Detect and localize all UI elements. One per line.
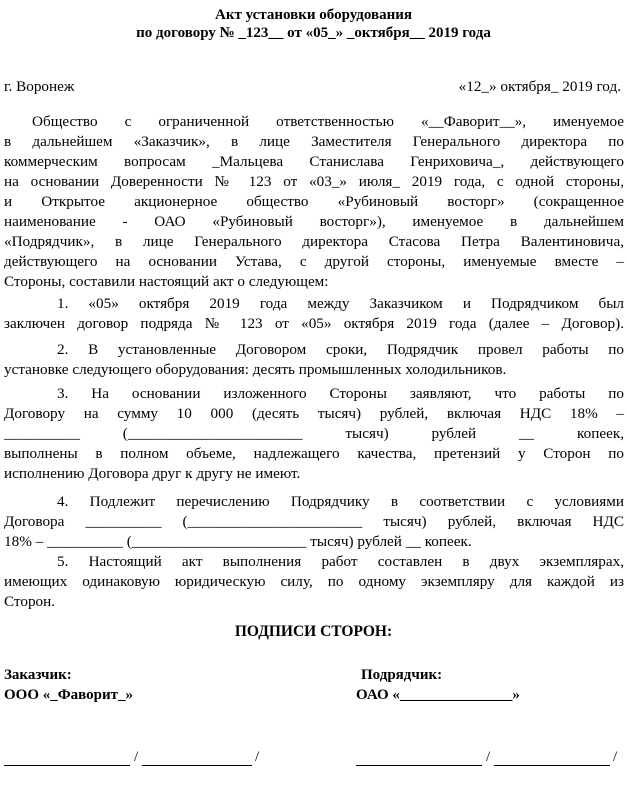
item-line: Договору на сумму 10 000 (десять тысяч) рублей, включая НДС 18% – xyxy=(4,405,624,422)
body-line: на основании Доверенности № 123 от «03_» июля_ 2019 года, с одной стороны, xyxy=(4,173,624,190)
customer-signature-slash: / xyxy=(255,749,260,765)
item-line: исполнению Договора друг к другу не имеют. xyxy=(4,465,301,482)
item-line: 1. «05» октября 2019 года между Заказчиком и Подрядчиком был xyxy=(57,295,624,312)
item-line: выполнены в полном объеме, надлежащего качества, претензий у Сторон по xyxy=(4,445,624,462)
customer-label: Заказчик: xyxy=(4,667,72,683)
place: г. Воронеж xyxy=(4,78,75,95)
body-line: Стороны, составили настоящий акт о следующем: xyxy=(4,273,329,290)
customer-signature-line xyxy=(4,765,130,766)
body-line: и Открытое акционерное общество «Рубиновый восторг» (сокращенное xyxy=(4,193,624,210)
item-line: 2. В установленные Договором сроки, Подрядчик провел работы по xyxy=(57,341,624,358)
contractor-label: Подрядчик: xyxy=(361,667,443,683)
contractor-signature-slash: / xyxy=(613,749,618,765)
body-line: коммерческим вопросам _Мальцева Станислава Генриховича_, действующего xyxy=(4,153,624,170)
item-line: 5. Настоящий акт выполнения работ составлен в двух экземплярах, xyxy=(57,553,624,570)
document-title: Акт установки оборудования xyxy=(215,7,412,23)
document-date: «12_» октября_ 2019 год. xyxy=(458,78,621,95)
item-line: 4. Подлежит перечислению Подрядчику в соответствии с условиями xyxy=(57,493,624,510)
body-line: «Подрядчик», в лице Генерального директора Стасова Петра Валентиновича, xyxy=(4,233,624,250)
item-line: имеющих одинаковую юридическую силу, по одному экземпляру для каждой из xyxy=(4,573,624,590)
body-line: в дальнейшем «Заказчик», в лице Заместителя Генерального директора по xyxy=(4,133,624,150)
body-line: действующего на основании Устава, с другой стороны, именуемые вместе – xyxy=(4,253,624,270)
item-line: установке следующего оборудования: десять промышленных холодильников. xyxy=(4,361,507,378)
body-line: наименование - ОАО «Рубиновый восторг»), именуемое в дальнейшем xyxy=(4,213,624,230)
item-line: заключен договор подряда № 123 от «05» октября 2019 года (далее – Договор). xyxy=(4,315,624,332)
customer-name-line xyxy=(142,765,252,766)
item-line: Сторон. xyxy=(4,593,56,610)
body-line: Общество с ограниченной ответственностью «__Фаворит__», именуемое xyxy=(32,113,624,130)
customer-signature-slash: / xyxy=(134,749,139,765)
item-line: Договора __________ (_______________________ тысяч) рублей, включая НДС xyxy=(4,513,624,530)
item-line: 3. На основании изложенного Стороны заявляют, что работы по xyxy=(57,385,624,402)
item-line: 18% – __________ (_______________________ тысяч) рублей __ копеек. xyxy=(4,533,472,550)
item-line: __________ (_______________________ тысяч) рублей __ копеек, xyxy=(4,425,624,442)
signatures-title: ПОДПИСИ СТОРОН: xyxy=(234,623,393,640)
contractor-name: ОАО «_______________» xyxy=(356,687,520,703)
contractor-signature-line xyxy=(356,765,482,766)
contractor-signature-slash: / xyxy=(486,749,491,765)
document-subtitle: по договору № _123__ от «05_» _октября__ 2019 года xyxy=(136,25,491,41)
customer-name: ООО «_Фаворит_» xyxy=(4,687,133,703)
contractor-name-line xyxy=(494,765,610,766)
